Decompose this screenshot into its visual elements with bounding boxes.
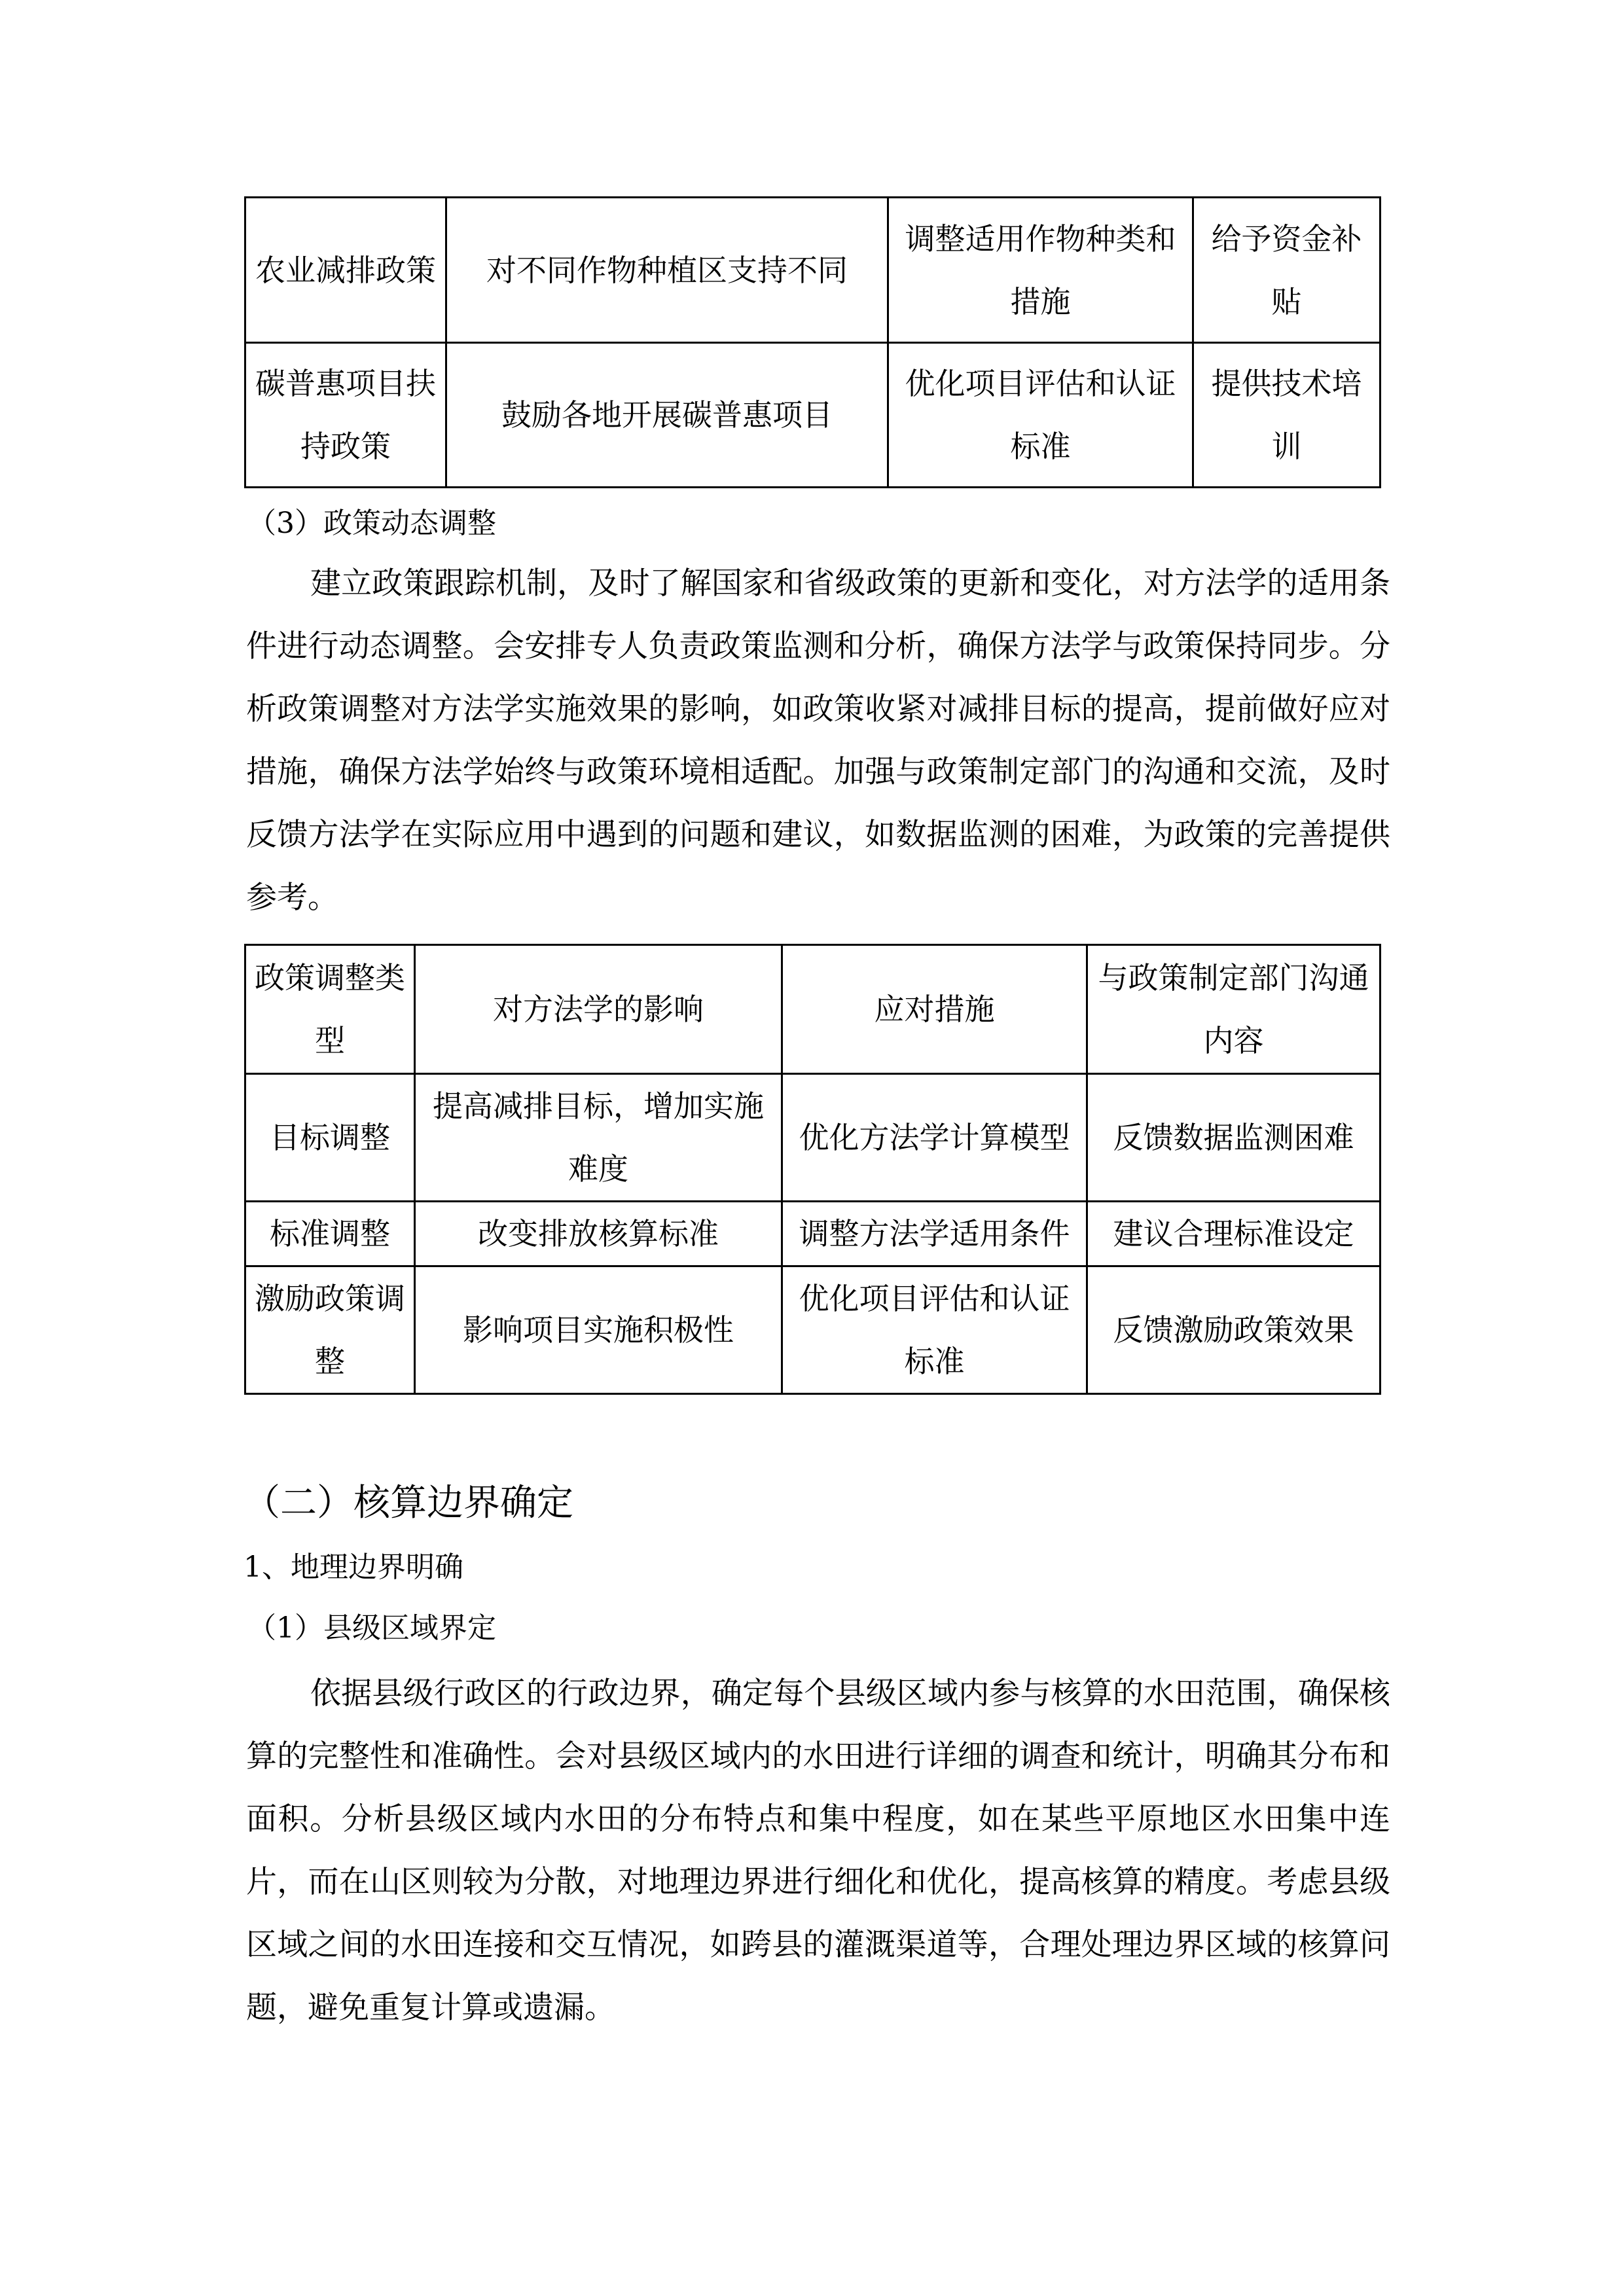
table-cell: 激励政策调整 xyxy=(245,1266,415,1394)
table-cell: 影响项目实施积极性 xyxy=(415,1266,782,1394)
table-cell: 目标调整 xyxy=(245,1074,415,1202)
table-row xyxy=(245,1266,1380,1394)
paragraph-policy-dynamic-adjustment: 建立政策跟踪机制，及时了解国家和省级政策的更新和变化，对方法学的适用条件进行动态调整。会安排专人负责政策监测和分析，确保方法学与政策保持同步。分析政策调整对方法学实施效果的影响，如政策收紧对减排目标的提高，提前做好应对措施，确保方法学始终与政策环境相适配。加强与政策制定部门的沟通和交流，及时反馈方法学在实际应用中遇到的问题和建议，如数据监测的困难，为政策的完善提供参考。 xyxy=(246,565,1390,916)
table-cell: 对不同作物种植区支持不同 xyxy=(446,198,888,343)
table-cell: 优化方法学计算模型 xyxy=(782,1074,1087,1202)
table-header-cell: 应对措施 xyxy=(782,945,1087,1074)
table-header-row xyxy=(245,945,1380,1074)
table-cell: 反馈激励政策效果 xyxy=(1087,1266,1380,1394)
table-cell: 提高减排目标，增加实施难度 xyxy=(415,1074,782,1202)
section-heading-policy-dynamic-adjustment: （3）政策动态调整 xyxy=(247,507,496,540)
table-cell: 农业减排政策 xyxy=(245,198,446,343)
table-row xyxy=(245,343,1380,488)
table-cell: 反馈数据监测困难 xyxy=(1087,1074,1380,1202)
policy-support-table xyxy=(244,196,1381,488)
table-row xyxy=(245,1074,1380,1202)
table-row xyxy=(245,198,1380,343)
table-cell: 碳普惠项目扶持政策 xyxy=(245,343,446,488)
policy-adjustment-table xyxy=(244,944,1381,1395)
table-cell: 改变排放核算标准 xyxy=(415,1202,782,1266)
table-row xyxy=(245,1202,1380,1266)
table-header-cell: 政策调整类型 xyxy=(245,945,415,1074)
table-header-cell: 与政策制定部门沟通内容 xyxy=(1087,945,1380,1074)
subheading-county-region: （1）县级区域界定 xyxy=(247,1611,496,1645)
section-heading-accounting-boundary: （二）核算边界确定 xyxy=(244,1482,573,1524)
table-cell: 提供技术培训 xyxy=(1193,343,1380,488)
table-cell: 优化项目评估和认证标准 xyxy=(782,1266,1087,1394)
paragraph-county-region: 依据县级行政区的行政边界，确定每个县级区域内参与核算的水田范围，确保核算的完整性和准确性。会对县级区域内的水田进行详细的调查和统计，明确其分布和面积。分析县级区域内水田的分布特点和集中程度，如在某些平原地区水田集中连片，而在山区则较为分散，对地理边界进行细化和优化，提高核算的精度。考虑县级区域之间的水田连接和交互情况，如跨县的灌溉渠道等，合理处理边界区域的核算问题，避免重复计算或遗漏。 xyxy=(246,1676,1390,2026)
table-cell: 建议合理标准设定 xyxy=(1087,1202,1380,1266)
subheading-geographic-boundary: 1、地理边界明确 xyxy=(244,1551,463,1584)
table-cell: 调整方法学适用条件 xyxy=(782,1202,1087,1266)
table-cell: 优化项目评估和认证标准 xyxy=(888,343,1193,488)
table-cell: 给予资金补贴 xyxy=(1193,198,1380,343)
table-cell: 鼓励各地开展碳普惠项目 xyxy=(446,343,888,488)
table-header-cell: 对方法学的影响 xyxy=(415,945,782,1074)
table-cell: 调整适用作物种类和措施 xyxy=(888,198,1193,343)
table-cell: 标准调整 xyxy=(245,1202,415,1266)
